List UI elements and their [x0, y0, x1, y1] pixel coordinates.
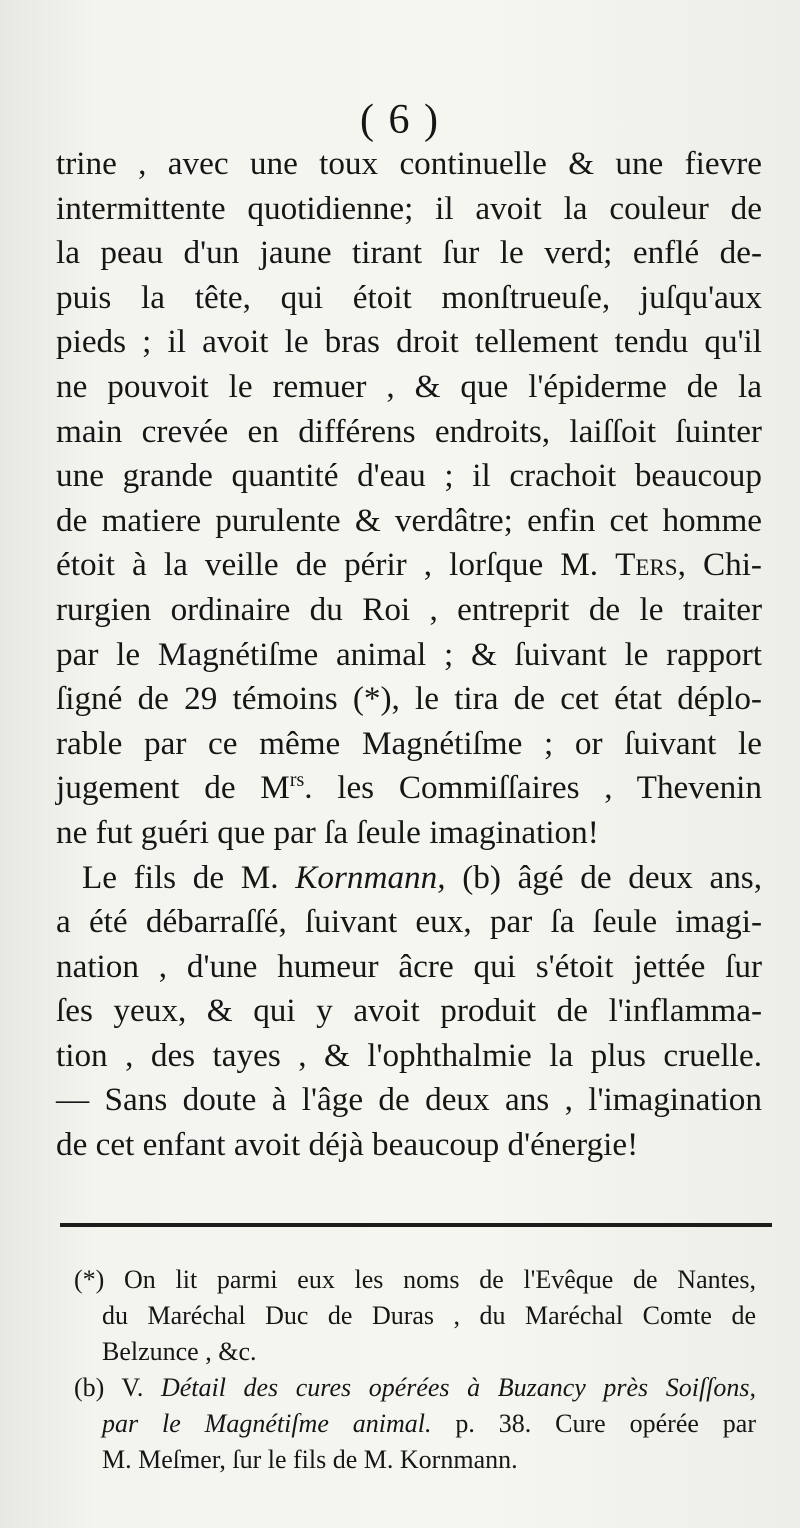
text-line: par le Magnétiſme animal ; & ſuivant le rapport	[56, 635, 762, 673]
text-line: la peau d'un jaune tirant ſur le verd; enflé de-	[56, 234, 762, 272]
text-line: puis la tête, qui étoit monſtrueuſe, juſqu'aux	[56, 278, 762, 316]
text-line: a été débarraſſé, ſuivant eux, par ſa ſeule imagi-	[56, 903, 762, 941]
footnote-marker: (b) V.	[74, 1373, 144, 1402]
footnote-line	[66, 1406, 756, 1442]
footnote-line: (*) On lit parmi eux les noms de l'Evêque de Nantes,	[74, 1265, 756, 1294]
footnotes	[66, 1262, 756, 1478]
text-line: tion , des tayes , & l'ophthalmie la plus cruelle.	[56, 1036, 762, 1074]
text-line: rurgien ordinaire du Roi , entreprit de le traiter	[56, 590, 762, 628]
page-number: ( 6 )	[360, 97, 440, 143]
text-line: intermittente quotidienne; il avoit la couleur de	[56, 189, 762, 227]
text-segment: . les Commiſſaires , Thevenin	[304, 769, 762, 807]
text-line: trine , avec une toux continuelle & une fievre	[56, 145, 762, 182]
footnote-text: p. 38. Cure opérée par	[455, 1409, 756, 1438]
surname-kornmann: Kornmann,	[295, 858, 446, 896]
text-line-commissaires	[56, 766, 762, 811]
footnote-line: M. Meſmer, ſur le fils de M. Kornmann.	[102, 1445, 518, 1474]
footnote-line: du Maréchal Duc de Duras , du Maréchal Comte de	[102, 1301, 756, 1330]
text-segment: (b) âgé de deux ans,	[462, 858, 763, 896]
text-line: ſigné de 29 témoins (*), le tira de cet état déplo-	[56, 680, 762, 718]
text-line: ne fut guéri que par ſa ſeule imagination!	[56, 813, 599, 851]
text-line-ters	[56, 543, 762, 588]
text-segment: jugement de M	[56, 769, 290, 807]
text-line: — Sans doute à l'âge de deux ans , l'imagination	[56, 1081, 762, 1119]
text-segment: Le fils de M.	[82, 858, 279, 896]
text-line: de matiere purulente & verdâtre; enfin cet homme	[56, 501, 762, 539]
text-segment: étoit à la veille de périr , lorſque M.	[56, 546, 599, 584]
text-line: nation , d'une humeur âcre qui s'étoit jettée ſur	[56, 947, 762, 985]
footnote-line	[66, 1370, 756, 1406]
footnote-divider	[60, 1223, 772, 1227]
text-line-kornmann	[56, 856, 762, 901]
superscript-rs: rs	[289, 769, 305, 792]
text-line: de cet enfant avoit déjà beaucoup d'énergie!	[56, 1126, 639, 1164]
text-line: pieds ; il avoit le bras droit tellement tendu qu'il	[56, 323, 762, 361]
text-line: ſes yeux, & qui y avoit produit de l'inflamma-	[56, 992, 762, 1030]
text-segment: , Chi-	[677, 546, 762, 584]
text-line: ne pouvoit le remuer , & que l'épiderme de la	[56, 367, 762, 405]
surname-ters: Ters	[615, 546, 678, 584]
text-line: main crevée en différens endroits, laiſſoit ſuinter	[56, 412, 762, 450]
footnote-title: par le Magnétiſme animal.	[102, 1409, 432, 1438]
body-text	[56, 142, 762, 1168]
text-line: une grande quantité d'eau ; il crachoit beaucoup	[56, 457, 762, 495]
footnote-line: Belzunce , &c.	[102, 1337, 257, 1366]
text-line: rable par ce même Magnétiſme ; or ſuivant le	[56, 724, 762, 762]
footnote-title: Détail des cures opérées à Buzancy près Soiſſons,	[160, 1373, 757, 1402]
